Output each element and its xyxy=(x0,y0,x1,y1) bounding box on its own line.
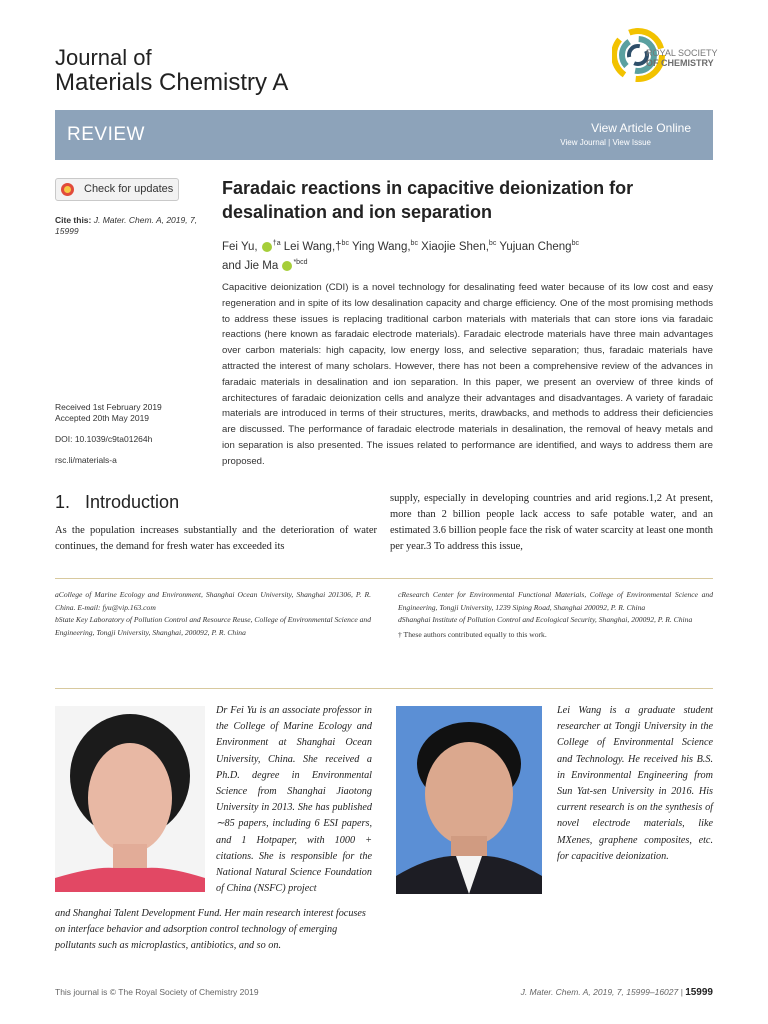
page-number: 15999 xyxy=(685,987,713,998)
affiliations-left xyxy=(55,589,371,639)
article-banner xyxy=(55,110,713,160)
crossmark-icon xyxy=(61,183,74,196)
bio-divider xyxy=(55,688,713,689)
cite-text: J. Mater. Chem. A, 2019, 7, 15999 xyxy=(55,215,198,236)
affiliation-c: cResearch Center for Environmental Functional Materials, College of Environmental Science and Engineering, Tongji University, 1239 Siping Road, Shanghai 200092, P. R. China xyxy=(398,590,713,612)
intro-paragraph-left: As the population increases substantially and the deterioration of water continues, the demand for fresh water has exceeded its xyxy=(55,525,377,552)
bio-lei-wang: Lei Wang is a graduate student researcher at Tongji University in the College of Environmental Science and Technology. He received his B.S. in Environmental Engineering from Sun Yat-sen University in 2016. His current research is on the synthesis of novel electrode materials, like MXenes, graphene composites, etc. for capacitive deionization. xyxy=(557,705,713,862)
doi[interactable]: DOI: 10.1039/c9ta01264h xyxy=(55,434,153,444)
orcid-icon[interactable] xyxy=(262,242,272,252)
bio-fei-yu-continued: and Shanghai Talent Development Fund. Her main research interest focuses on interface behavior and adsorption control technology of emerging pollutants such as microplastics, antibiotics, and so on. xyxy=(55,908,366,952)
author-photo-lei-wang xyxy=(396,706,542,894)
cite-label: Cite this: xyxy=(55,215,92,225)
journal-name-line2: Materials Chemistry A xyxy=(55,69,289,96)
bio-fei-yu: Dr Fei Yu is an associate professor in the College of Marine Ecology and Environment at Shanghai Ocean University, China. She received a Ph.D. degree in Environmental Science from Shanghai Jiaotong University in 2013. She has published ∼85 papers, including 6 ESI papers, and 1 Hotpaper, with 1000 + citations. She is responsible for the National Natural Science Foundation of China (NSFC) project xyxy=(216,705,372,895)
citation-footer xyxy=(521,987,713,998)
view-journal-issue-links[interactable]: View Journal | View Issue xyxy=(560,138,651,147)
affiliation-b: bState Key Laboratory of Pollution Control and Resource Reuse, College of Environmental Science and Engineering, Tongji University, Shanghai, 200092, P. R. China xyxy=(55,615,371,637)
equal-contribution-note: † These authors contributed equally to this work. xyxy=(398,629,547,639)
copyright-footer: This journal is © The Royal Society of Chemistry 2019 xyxy=(55,987,259,997)
accepted-date: Accepted 20th May 2019 xyxy=(55,413,150,423)
check-for-updates-label: Check for updates xyxy=(84,183,174,195)
section-label: REVIEW xyxy=(67,124,145,145)
citation-block xyxy=(55,215,205,237)
intro-paragraph-right: supply, especially in developing countries and arid regions.1,2 At present, more than 2 billion people lack access to safe potable water, and an estimated 3.6 billion people face the risk of water scarcity at least one month per year.3 To address this issue, xyxy=(390,493,713,552)
author-photo-fei-yu xyxy=(55,706,205,892)
received-dates xyxy=(55,402,205,424)
publisher-name: ROYAL SOCIETY OF CHEMISTRY xyxy=(646,48,718,68)
journal-link[interactable]: rsc.li/materials-a xyxy=(55,455,117,465)
affiliation-a: aCollege of Marine Ecology and Environment, Shanghai Ocean University, Shanghai 201306, P. R. China. E-mail: fyu@vip.163.com xyxy=(55,590,371,612)
footnote-divider xyxy=(55,578,713,579)
authors-line1: Fei Yu, $^{\dagger a}$ Lei Wang,†$^{bc}$ Ying Wang,$^{bc}$ Xiaojie Shen,$^{bc}$ Yujuan Cheng$^{bc}$ xyxy=(222,240,579,253)
received-date: Received 1st February 2019 xyxy=(55,402,162,412)
abstract: Capacitive deionization (CDI) is a novel technology for desalinating feed water because of its low cost and easy regeneration and in spite of its low desalination capacity and charge efficiency. One of the most promising methods to address these issues is replacing traditional carbon materials with materials that can store ions via faradaic reactions (here known as faradaic electrode materials). Faradaic electrode materials have three main advantages over carbon materials: high capacity, low energy loss, and selective separation; thus, faradaic materials have attracted the interest of many scholars. However, there has not been a comprehensive review of the advances in faradaic materials in desalination and ion separation. In this paper, we present an overview of three kinds of architectures of faradaic deionization cells and analyze their advantages and disadvantages. A variety of faradaic materials are introduced in terms of their structures, merits, drawbacks, and methods to address their deficiencies are discussed. The performance of faradaic electrode materials in desalination, the removal of heavy metals and ion separation is also presented. The issues related to performance are identified, and ways to address them are proposed. xyxy=(222,282,713,467)
affiliation-d: dShanghai Institute of Pollution Control and Ecological Security, Shanghai, 200092, P. R. China xyxy=(398,615,693,624)
check-for-updates-button[interactable] xyxy=(55,178,179,201)
section-heading-introduction: 1. Introduction xyxy=(55,492,180,512)
orcid-icon[interactable] xyxy=(282,261,292,271)
footer-citation: J. Mater. Chem. A, 2019, 7, 15999–16027 | xyxy=(520,987,683,997)
affiliations-right xyxy=(398,589,713,641)
article-title: Faradaic reactions in capacitive deionization for desalination and ion separation xyxy=(222,178,634,222)
author-list xyxy=(222,236,722,274)
authors-line2: and Jie Ma $^{*bcd}$ xyxy=(222,258,308,272)
journal-name-line1: Journal of xyxy=(55,45,152,70)
view-article-online-link[interactable]: View Article Online xyxy=(591,121,691,135)
